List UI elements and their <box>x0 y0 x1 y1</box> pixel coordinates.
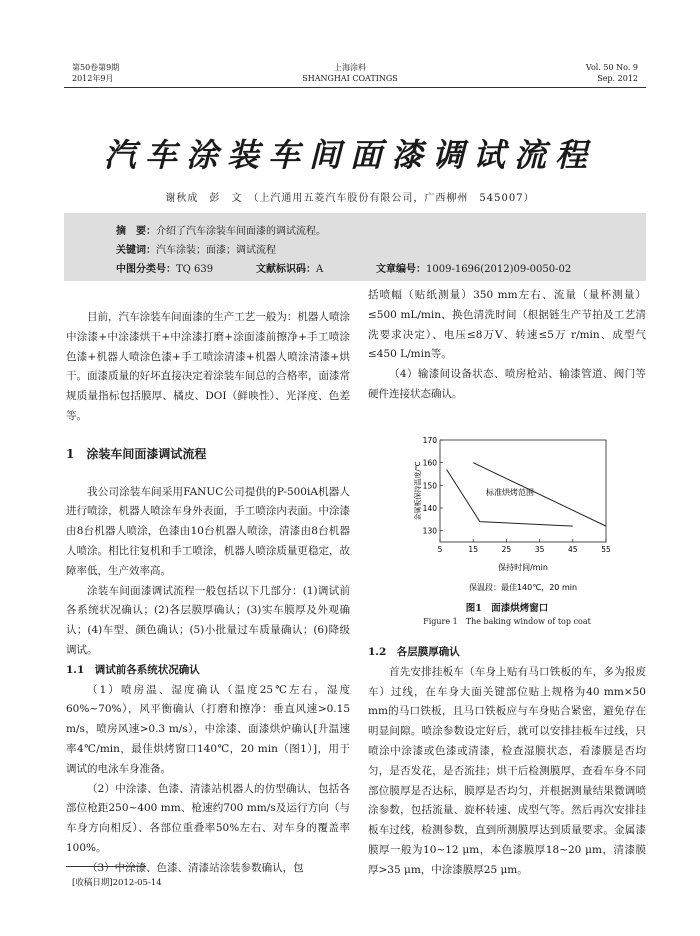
right-continued-paragraph: 括喷幅（贴纸测量）350 mm左右、流量（量杯测量）≤500 mL/min、换色清洗时间（根据链生产节拍及工艺清洗要求决定）、电压≤8万V、转速≤5万 r/min、成型气≤450 L/min等。 <box>368 289 646 361</box>
header-journal: 上海涂料 SHANGHAI COATINGS <box>302 63 398 83</box>
section-1-paragraph-2: 涂装车间面漆调试流程一般包括以下几部分：(1)调试前各系统状况确认；(2)各层膜厚确认；(3)实车膜厚及外观确认；(4)车型、颜色确认；(5)小批量过车质量确认；(6)降级调试。 <box>66 584 350 656</box>
doc-block <box>256 260 376 275</box>
header-volume: Vol. 50 No. 9 Sep. 2012 <box>585 63 638 83</box>
keywords-text: 汽车涂装；面漆；调试流程 <box>156 245 276 256</box>
article-label: 文章编号： <box>376 264 426 275</box>
article-title: 汽车涂装车间面漆调试流程 <box>103 136 596 174</box>
doc-label: 文献标识码： <box>256 264 316 275</box>
authors: 谢秋成 彭 文 （上汽通用五菱汽车股份有限公司，广西柳州 545007） <box>165 193 535 204</box>
section-1-paragraph-1: 我公司涂装车间采用FANUC公司提供的P-500iA机器人进行喷涂，机器人喷涂车身外表面，手工喷涂内表面。中涂漆由8台机器人喷涂，色漆由10台机器人喷涂，清漆由8台机器人喷涂。相比往复机和手工喷涂，机器人喷涂质量更稳定，故障率低，生产效率高。 <box>66 485 350 577</box>
baking-window-chart <box>368 430 646 600</box>
section-1-heading: 1 涂装车间面漆调试流程 <box>66 446 207 461</box>
section-1-1-item-2: （2）中涂漆、色漆、清漆站机器人的仿型确认，包括各部位枪距250~400 mm、枪速约700 mm/s及运行方向（与车身方向相反）、各部位重叠率50%左右、对车身的覆盖率100%。 <box>66 782 350 854</box>
clc-block <box>116 260 256 275</box>
figure-caption-en: Figure 1 The baking window of top coat <box>423 617 591 626</box>
x-tick-label: 5 <box>437 545 443 554</box>
x-tick-label: 55 <box>601 545 611 554</box>
y-tick-label: 130 <box>422 526 437 536</box>
section-1-1-heading: 1.1 调试前各系统状况确认 <box>66 663 200 676</box>
chart-annotation: 标准烘烤范围 <box>486 488 534 497</box>
header-issue: 第50卷第9期 2012年9月 <box>72 63 120 83</box>
x-ticks <box>438 539 611 554</box>
article-value: 1009-1696(2012)09-0050-02 <box>426 264 572 275</box>
doc-value: A <box>316 264 324 275</box>
abstract-label: 摘 要： <box>116 226 156 237</box>
clc-label: 中图分类号： <box>116 264 176 275</box>
section-1-2-paragraph: 首先安排挂板车（车身上贴有马口铁板的车，多为报废车）过线，在车身大面关键部位贴上规格为40 mm×50 mm的马口铁板，且马口铁板应与车身贴合紧密，避免存在明显间隙。喷涂参数设定好后，就可以安排挂板车过线，只喷涂中涂漆或色漆或清漆，检查湿膜状态，看漆膜是否均匀，是否发花，是否流挂；烘干后检测膜厚，查看车身不同部位膜厚是否达标，膜厚是否均匀，并根据测量结果微调喷涂参数，包括流量、旋杯转速、成型气等。然后再次安排挂板车过线，检测参数，直到所测膜厚达到质量要求。金属漆膜厚一般为10~12 μm，本色漆膜厚18~20 μm，清漆膜厚>35 μm，中涂漆膜厚25 μm。 <box>368 665 646 876</box>
figure-caption-cn: 图1 面漆烘烤窗口 <box>465 603 549 614</box>
classification-line <box>116 260 646 279</box>
x-tick-label: 35 <box>534 545 545 554</box>
abstract-line <box>116 222 646 241</box>
left-column <box>66 308 350 879</box>
section-1-1-item-3: （3）中涂漆、色漆、清漆站涂装参数确认，包 <box>87 861 304 874</box>
header-rule <box>64 87 646 88</box>
keywords-line <box>116 241 646 260</box>
x-tick-label: 25 <box>501 545 512 554</box>
right-column <box>368 286 646 405</box>
article-block <box>376 264 571 275</box>
series-line-lower <box>447 469 573 526</box>
abstract-box <box>64 213 646 281</box>
section-1-2-heading: 1.2 各层膜厚确认 <box>368 646 460 658</box>
right-item-4: （4）输漆间设备状态、喷房枪站、输漆管道、阀门等硬件连接状态确认。 <box>368 368 646 400</box>
x-tick-label: 15 <box>468 545 478 554</box>
clc-value: TQ 639 <box>176 264 214 275</box>
y-tick-label: 170 <box>422 436 437 445</box>
chart-note: 保温段：最佳140℃，20 min <box>468 583 578 592</box>
y-tick-label: 140 <box>422 504 437 513</box>
section-1-1-item-1: （1）喷房温、湿度确认（温度25℃左右，湿度60%~70%），风平衡确认（打磨和擦净：垂直风速>0.15 m/s，喷房风速>0.3 m/s），中涂漆、面漆烘炉确认[升温速率4℃/min，最佳烘烤窗口140℃，20 min（图1）]，用于调试的电泳车身准备。 <box>66 683 350 775</box>
received-date: [收稿日期]2012-05-14 <box>72 878 162 888</box>
right-column-lower <box>368 643 646 881</box>
footnote-rule <box>66 866 146 867</box>
y-axis-label: 金属板保持温度/℃ <box>414 461 422 521</box>
baking-window-figure <box>368 430 646 600</box>
x-axis-label: 保持时间/min <box>498 563 548 572</box>
abstract-text: 介绍了汽车涂装车间面漆的调试流程。 <box>156 226 326 237</box>
keywords-label: 关键词： <box>116 245 156 256</box>
intro-paragraph: 目前，汽车涂装车间面漆的生产工艺一般为：机器人喷涂中涂漆+中涂漆烘干+中涂漆打磨+涂面漆前擦净+手工喷涂色漆+机器人喷涂色漆+手工喷涂清漆+机器人喷涂清漆+烘干。面漆质量的好坏直接决定着涂装车间总的合格率，面漆常规质量指标包括膜厚、橘皮、DOI（鲜映性）、光泽度、色差等。 <box>66 311 350 422</box>
y-tick-label: 160 <box>422 458 437 468</box>
y-tick-label: 150 <box>422 481 437 491</box>
x-tick-label: 45 <box>568 545 578 554</box>
